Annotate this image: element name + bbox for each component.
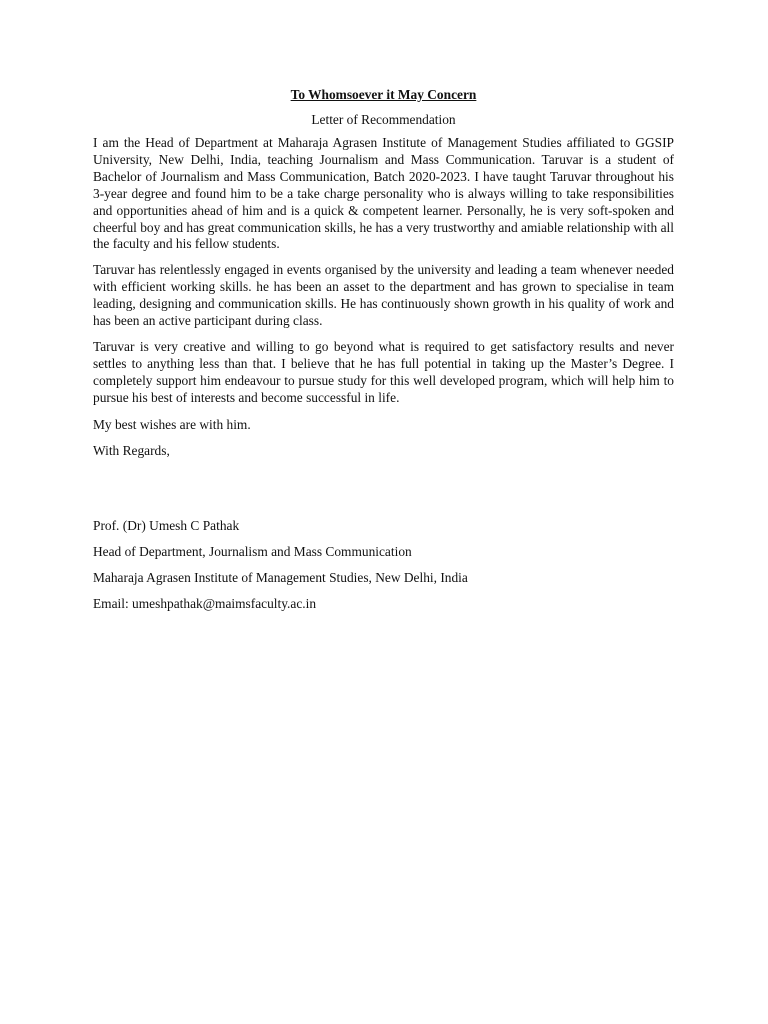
paragraph-recommendation: Taruvar is very creative and willing to go beyond what is required to get satisfactory results and never settles to anything less than that. I believe that he has full potential in taking up the Master’s Degree. I completely support him endeavour to pursue study for this well developed program, which will help him to pursue his best of interests and become successful in life. <box>93 338 674 405</box>
best-wishes-line: My best wishes are with him. <box>93 416 251 432</box>
letter-body <box>93 86 674 621</box>
signatory-name: Prof. (Dr) Umesh C Pathak <box>93 517 240 533</box>
signatory-title: Head of Department, Journalism and Mass Communication <box>93 543 412 559</box>
closing-line: With Regards, <box>93 442 170 458</box>
signatory-institution: Maharaja Agrasen Institute of Management Studies, New Delhi, India <box>93 569 468 585</box>
letter-subheading: Letter of Recommendation <box>311 112 456 127</box>
signature-space <box>93 468 674 517</box>
signatory-email: Email: umeshpathak@maimsfaculty.ac.in <box>93 595 317 611</box>
letter-heading: To Whomsoever it May Concern <box>290 87 477 102</box>
paragraph-introduction: I am the Head of Department at Maharaja Agrasen Institute of Management Studies affiliated to GGSIP University, New Delhi, India, teaching Journalism and Mass Communication. Taruvar is a student of Bachelor of Journalism and Mass Communication, Batch 2020-2023. I have taught Taruvar throughout his 3-year degree and found him to be a take charge personality who is always willing to take responsibilities and opportunities ahead of him and is a quick & competent learner. Personally, he is very soft-spoken and cheerful boy and has great communication skills, he has a very trustworthy and amiable relationship with all the faculty and his fellow students. <box>93 135 674 252</box>
paragraph-engagement: Taruvar has relentlessly engaged in events organised by the university and leading a team whenever needed with efficient working skills. he has been an asset to the department and has grown to specialise in team leading, designing and communication skills. He has continuously shown growth in his quality of work and has been an active participant during class. <box>93 262 674 329</box>
